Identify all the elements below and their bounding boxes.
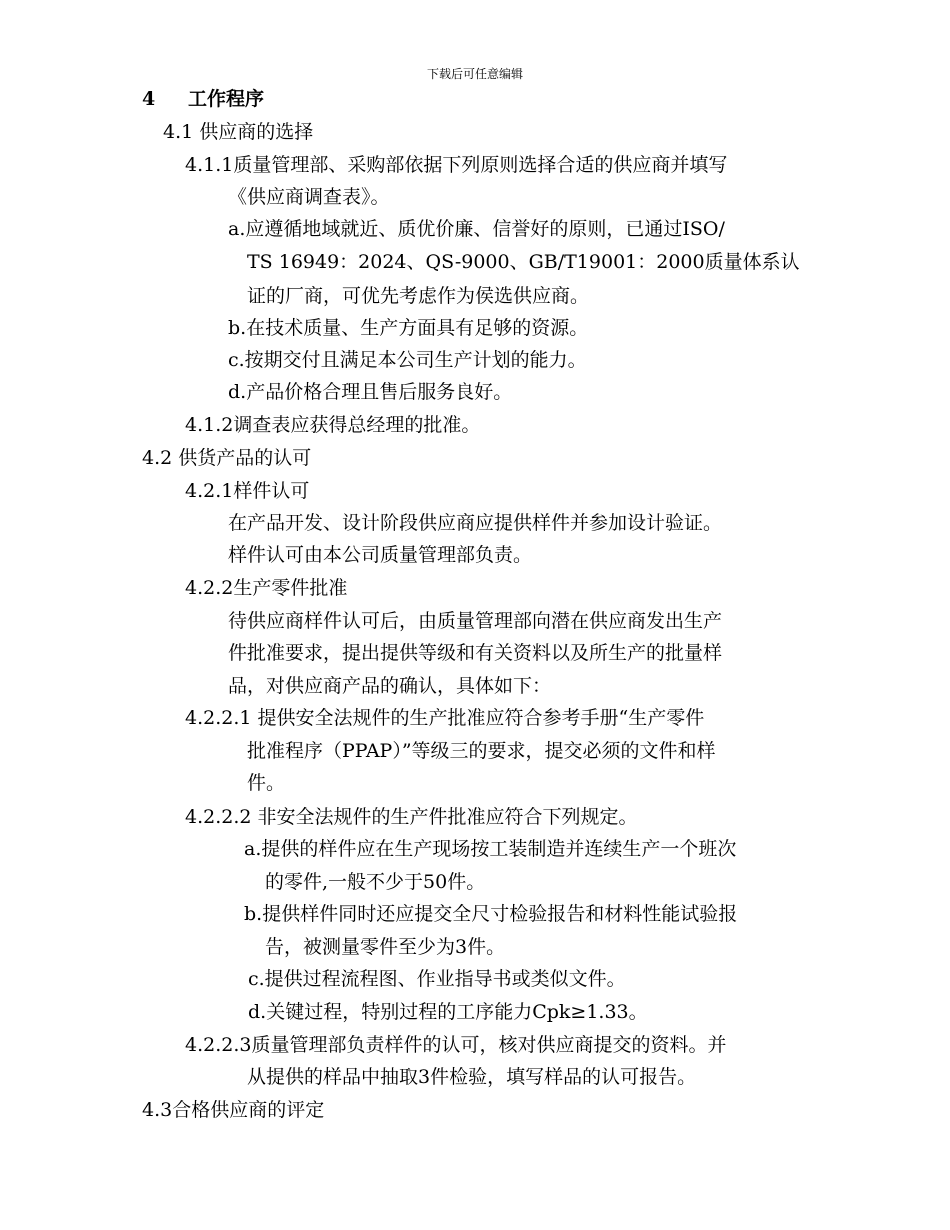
item-a-line-3: 证的厂商，可优先考虑作为侯选供应商。: [247, 285, 590, 307]
clause-4-2-2-1-line-3: 件。: [247, 772, 286, 794]
section-number: 4: [142, 88, 156, 110]
paragraph-4-2-2-line-2: 件批准要求，提出提供等级和有关资料以及所生产的批量样: [228, 642, 723, 664]
item-a-line-2: TS 16949：2024、QS-9000、GB/T19001：2000质量体系认: [247, 251, 800, 273]
subsection-4-3-heading: 4.3合格供应商的评定: [142, 1099, 325, 1121]
clause-4-1-1-cont: 《供应商调查表》。: [228, 186, 390, 208]
rule-a-line-1: a.提供的样件应在生产现场按工装制造并连续生产一个班次: [244, 838, 737, 860]
rule-a-line-2: 的零件,一般不少于50件。: [265, 871, 486, 893]
paragraph-4-2-2-line-1: 待供应商样件认可后，由质量管理部向潜在供应商发出生产: [228, 610, 723, 632]
section-heading: [142, 87, 264, 111]
subsection-4-2-heading: 4.2 供货产品的认可: [142, 447, 312, 469]
clause-4-1-2: 4.1.2调查表应获得总经理的批准。: [185, 414, 481, 436]
clause-4-2-2-1-line-2: 批准程序（PPAP）”等级三的要求，提交必须的文件和样: [247, 740, 716, 762]
clause-4-1-1: 4.1.1质量管理部、采购部依据下列原则选择合适的供应商并填写: [185, 154, 728, 176]
rule-c: c.提供过程流程图、作业指导书或类似文件。: [248, 968, 626, 990]
section-title: 工作程序: [188, 88, 265, 110]
rule-b-line-2: 告，被测量零件至少为3件。: [265, 936, 506, 958]
rule-b-line-1: b.提供样件同时还应提交全尺寸检验报告和材料性能试验报: [244, 903, 738, 925]
clause-4-2-2-3-line-1: 4.2.2.3质量管理部负责样件的认可，核对供应商提交的资料。并: [185, 1034, 727, 1056]
item-a-line-1: a.应遵循地域就近、质优价廉、信誉好的原则，已通过ISO/: [228, 218, 725, 240]
clause-4-2-2-1-line-1: 4.2.2.1 提供安全法规件的生产批准应符合参考手册“生产零件: [185, 707, 705, 729]
clause-4-2-2: 4.2.2生产零件批准: [185, 577, 348, 599]
subsection-4-1-heading: 4.1 供应商的选择: [163, 121, 314, 143]
item-c: c.按期交付且满足本公司生产计划的能力。: [228, 349, 587, 371]
clause-4-2-2-3-line-2: 从提供的样品中抽取3件检验，填写样品的认可报告。: [247, 1066, 697, 1088]
paragraph-4-2-2-line-3: 品，对供应商产品的确认，具体如下：: [228, 675, 552, 697]
paragraph-4-2-1-line-2: 样件认可由本公司质量管理部负责。: [228, 544, 533, 566]
paragraph-4-2-1-line-1: 在产品开发、设计阶段供应商应提供样件并参加设计验证。: [228, 512, 723, 534]
clause-4-2-1: 4.2.1样件认可: [185, 480, 310, 502]
item-b: b.在技术质量、生产方面具有足够的资源。: [228, 317, 589, 339]
rule-d: d.关键过程，特别过程的工序能力Cpk≥1.33。: [248, 1001, 648, 1023]
page-header: 下载后可任意编辑: [426, 67, 523, 81]
clause-4-2-2-2: 4.2.2.2 非安全法规件的生产件批准应符合下列规定。: [185, 806, 638, 828]
item-d: d.产品价格合理且售后服务良好。: [228, 381, 513, 403]
